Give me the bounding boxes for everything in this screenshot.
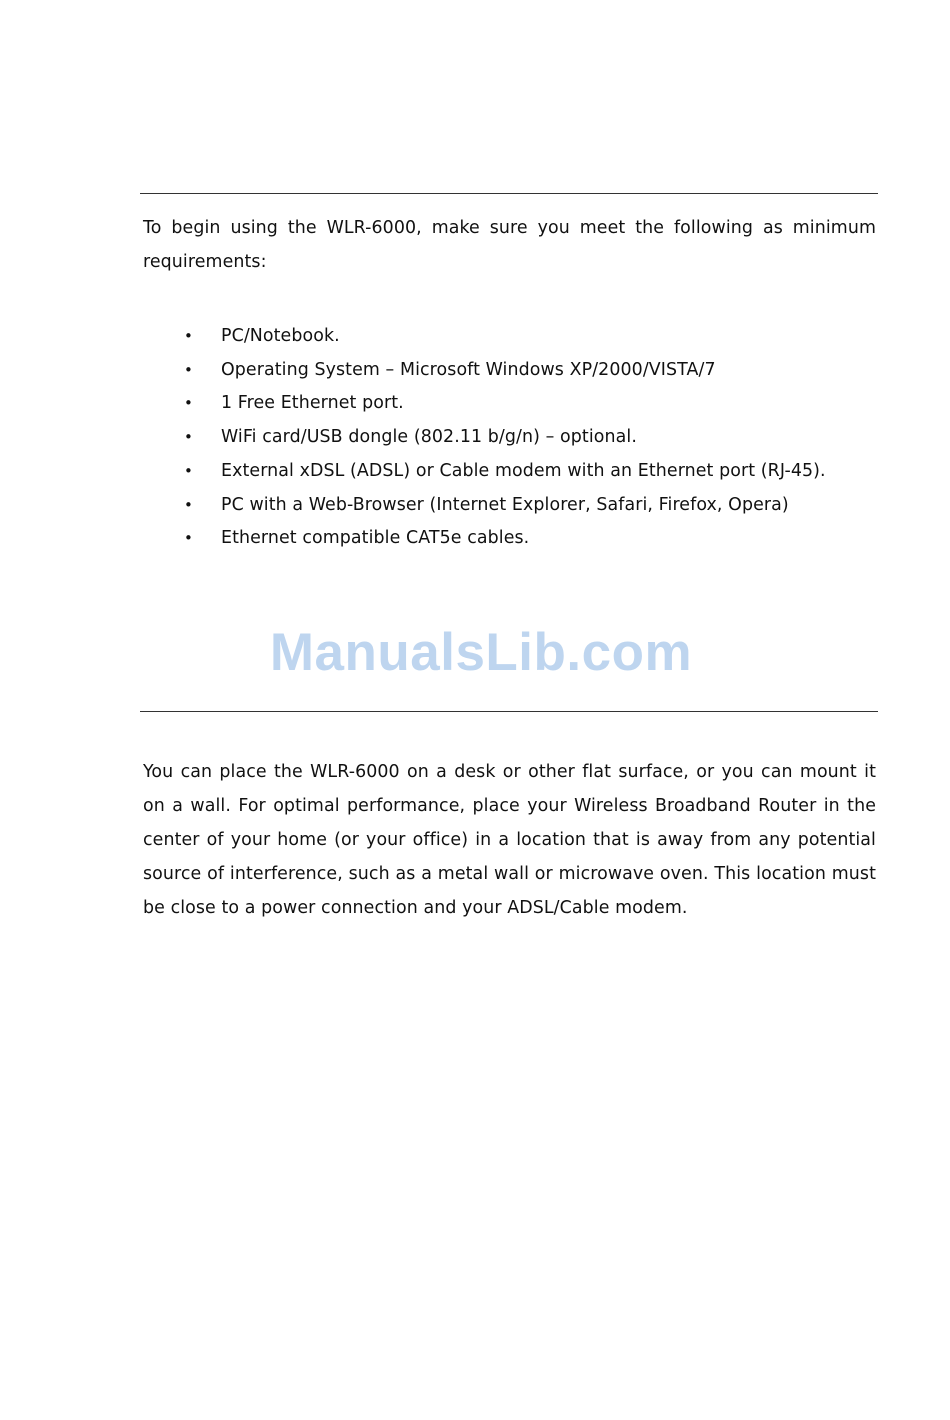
watermark-logo: ManualsLib.com	[269, 623, 693, 682]
requirement-text: Operating System – Microsoft Windows XP/2000/VISTA/7	[221, 359, 716, 380]
list-item	[184, 455, 904, 489]
requirement-text: 1 Free Ethernet port.	[221, 393, 404, 414]
list-item	[184, 354, 904, 388]
requirement-text: Ethernet compatible CAT5e cables.	[221, 528, 530, 549]
bullet: •	[184, 428, 193, 447]
bullet: •	[184, 360, 193, 379]
requirements-intro: To begin using the WLR-6000, make sure you meet the following as minimum requirements:	[143, 218, 876, 272]
requirement-text: External xDSL (ADSL) or Cable modem with an Ethernet port (RJ-45).	[221, 460, 826, 481]
bullet: •	[184, 495, 193, 514]
bullet: •	[184, 327, 193, 345]
placement-paragraph: You can place the WLR-6000 on a desk or other flat surface, or you can mount it on a wall. For optimal performance, place your Wireless Broadband Router in the center of your home (or your office) in a location that is away from any potential source of interference, such as a metal wall or microwave oven. This location must be close to a power connection and your ADSL/Cable modem.	[143, 762, 876, 918]
requirement-text: PC with a Web-Browser (Internet Explorer, Safari, Firefox, Opera)	[221, 494, 789, 515]
list-item	[184, 489, 904, 523]
list-item	[184, 421, 904, 455]
list-item	[184, 387, 904, 421]
list-item	[184, 522, 904, 556]
requirements-list	[184, 320, 904, 556]
section-divider-bottom	[140, 711, 878, 712]
list-item	[184, 320, 904, 354]
bullet: •	[184, 529, 193, 548]
requirement-text: PC/Notebook.	[221, 326, 340, 346]
bullet: •	[184, 461, 193, 480]
bullet: •	[184, 394, 193, 413]
requirement-text: WiFi card/USB dongle (802.11 b/g/n) – optional.	[221, 427, 637, 448]
section-divider-top	[140, 193, 878, 194]
